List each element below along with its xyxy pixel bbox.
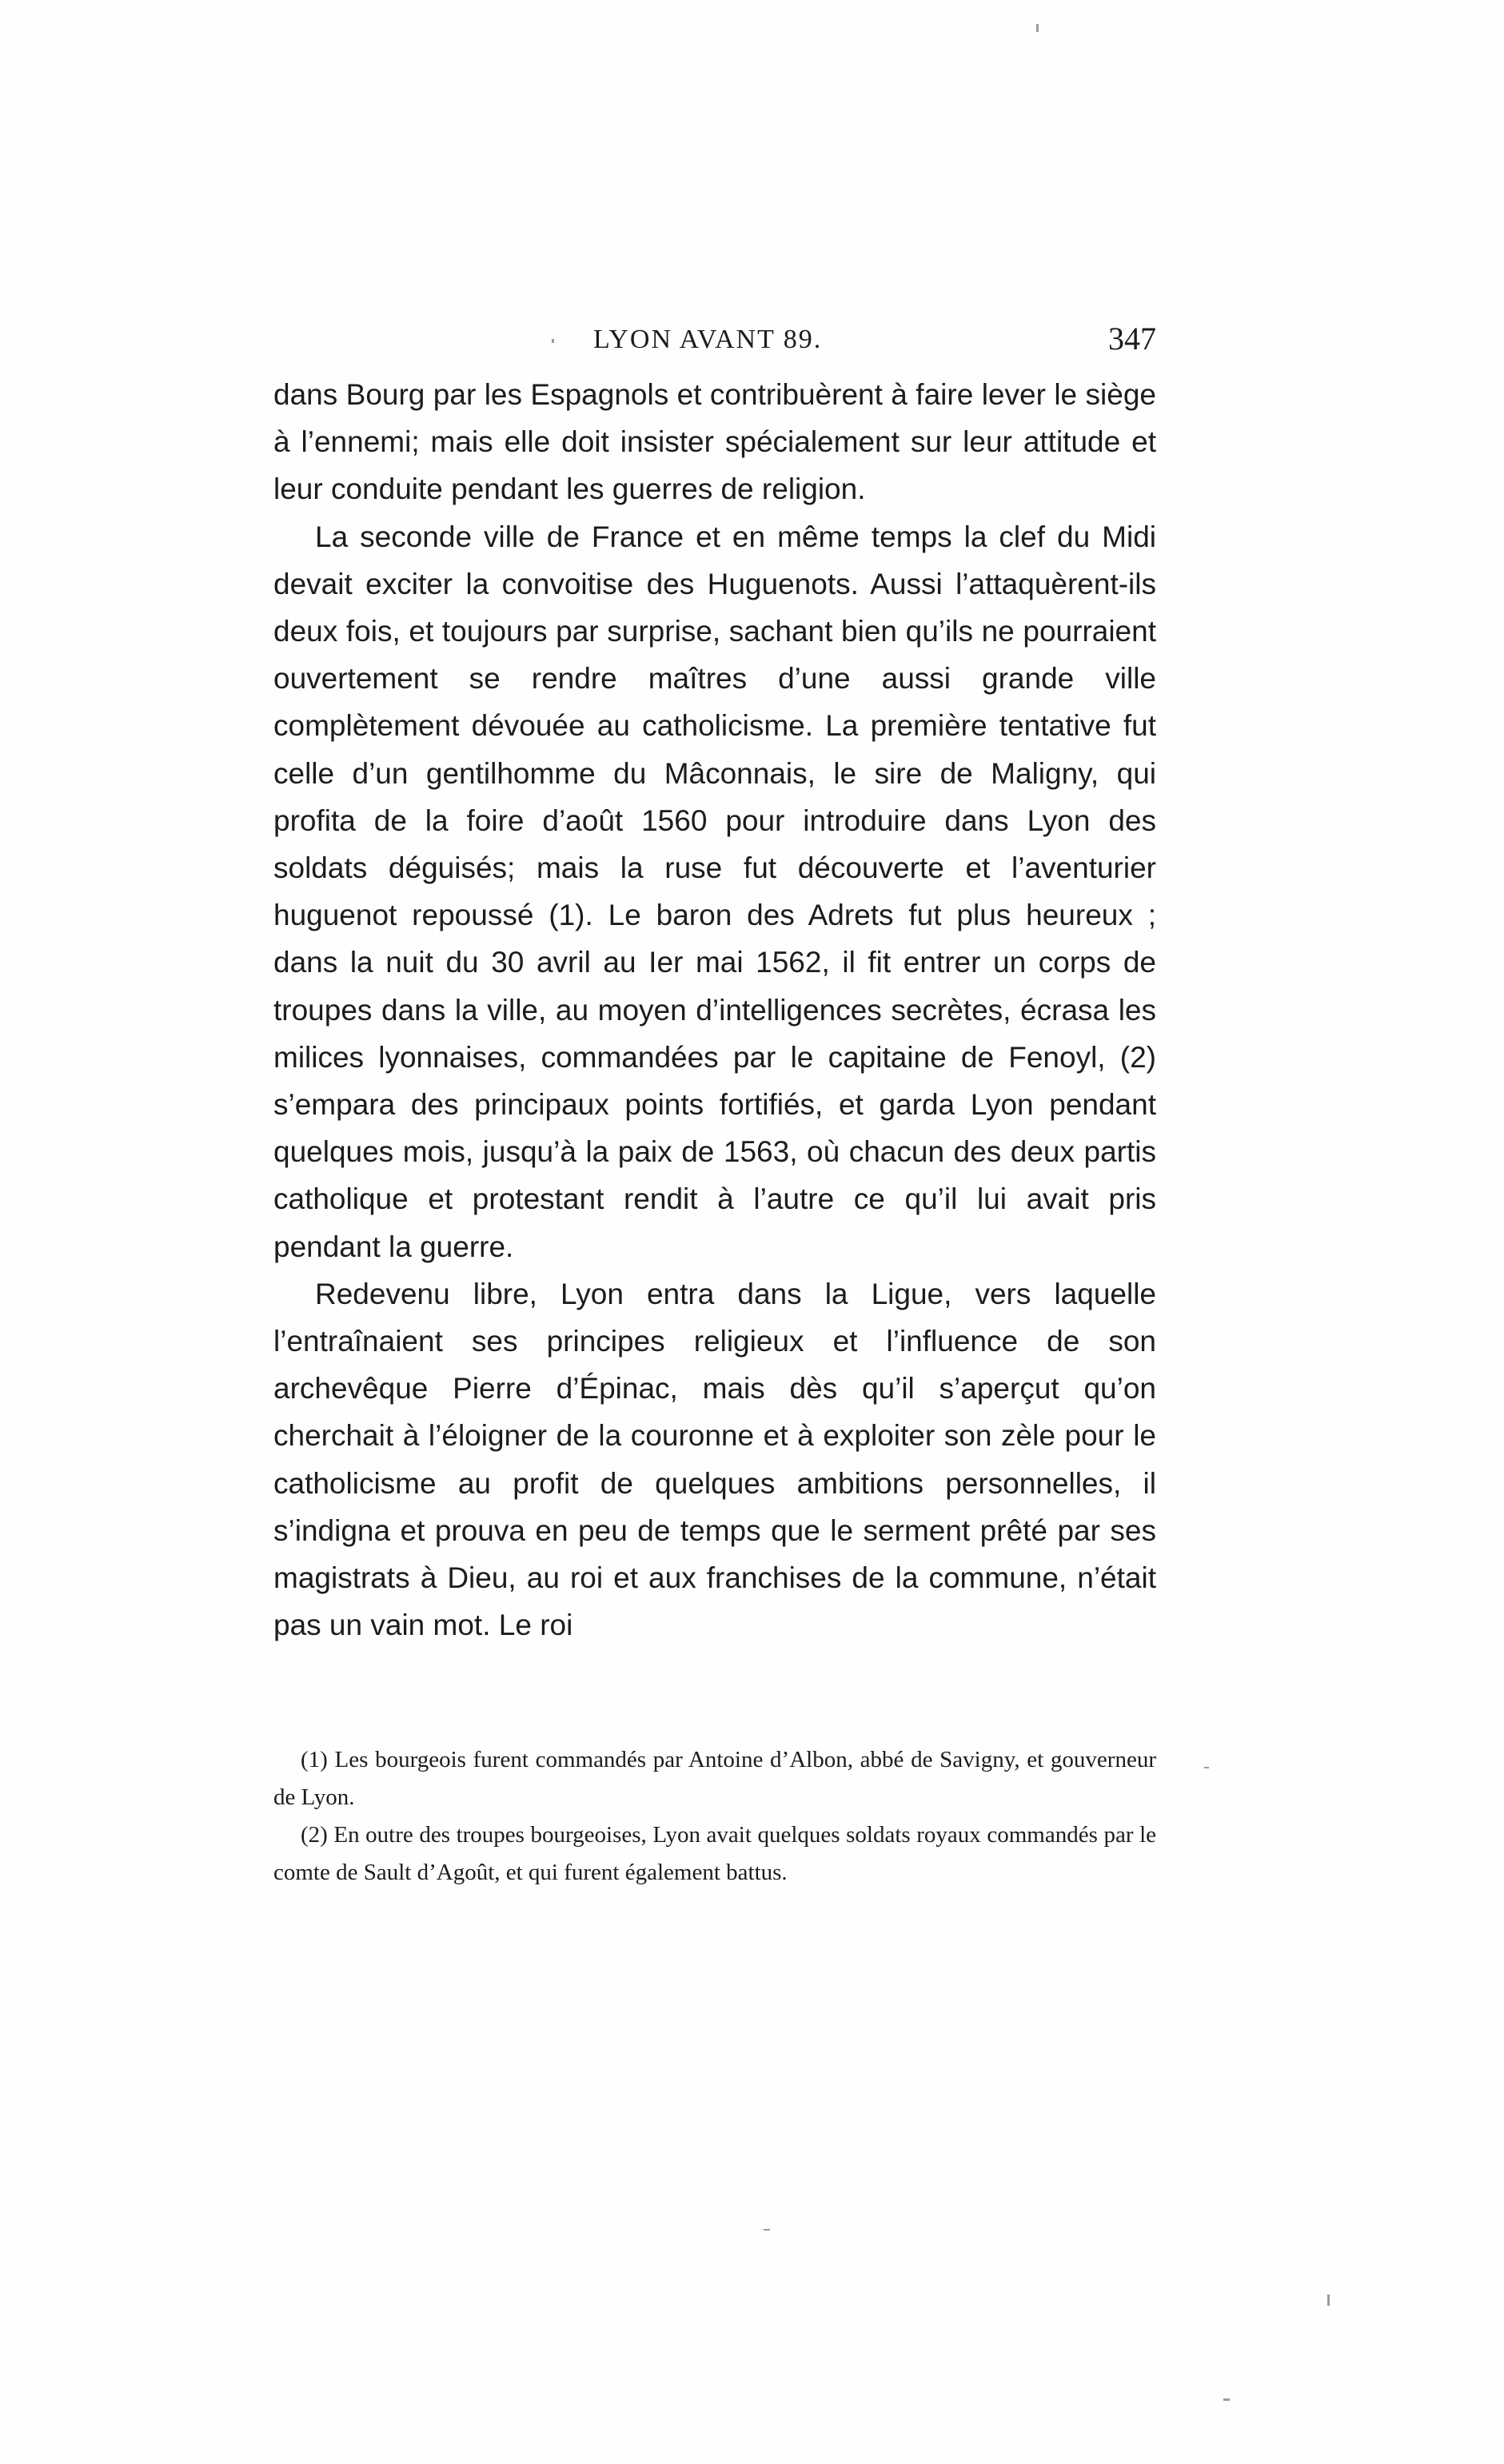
scan-speck: [1036, 24, 1039, 32]
scan-speck: [1223, 2398, 1230, 2401]
footnotes: [273, 1741, 1156, 1892]
page-number: 347: [1108, 321, 1156, 357]
main-text: [273, 371, 1156, 1649]
scan-speck: [764, 2229, 770, 2231]
paragraph: dans Bourg par les Espagnols et contribuèrent à faire lever le siège à l’ennemi; mais elle doit insister spécialement sur leur attitude et leur conduite pendant les guerres de religion.: [273, 378, 1156, 506]
footnote: (1) Les bourgeois furent commandés par Antoine d’Albon, abbé de Savigny, et gouverneur de Lyon.: [273, 1747, 1156, 1810]
paragraph: Redevenu libre, Lyon entra dans la Ligue, vers laquelle l’entraînaient ses principes religieux et l’influence de son archevêque Pierre d’Épinac, mais dès qu’il s’aperçut qu’on cherchait à l’éloigner de la couronne et à exploiter son zèle pour le catholicisme au profit de quelques ambitions personnelles, il s’indigna et prouva en peu de temps que le serment prêté par ses magistrats à Dieu, au roi et aux franchises de la commune, n’était pas un vain mot. Le roi: [273, 1277, 1156, 1642]
running-header: [273, 320, 1156, 368]
running-title: LYON AVANT 89.: [593, 325, 823, 354]
scan-speck: [552, 339, 554, 343]
footnote: (2) En outre des troupes bourgeoises, Lyon avait quelques soldats royaux commandés par le comte de Sault d’Agoût, et qui furent également battus.: [273, 1822, 1156, 1885]
scan-speck: [1204, 1767, 1209, 1768]
scan-speck: [1327, 2295, 1330, 2306]
paragraph: La seconde ville de France et en même temps la clef du Midi devait exciter la convoitise des Huguenots. Aussi l’attaquèrent-ils deux fois, et toujours par surprise, sachant bien qu’ils ne pourraient ouvertement se rendre maîtres d’une aussi grande ville complètement dévouée au catholicisme. La première tentative fut celle d’un gentilhomme du Mâconnais, le sire de Maligny, qui profita de la foire d’août 1560 pour introduire dans Lyon des soldats déguisés; mais la ruse fut découverte et l’aventurier huguenot repoussé (1). Le baron des Adrets fut plus heureux ; dans la nuit du 30 avril au Ier mai 1562, il fit entrer un corps de troupes dans la ville, au moyen d’intelligences secrètes, écrasa les milices lyonnaises, commandées par le capitaine de Fenoyl, (2) s’empara des principaux points fortifiés, et garda Lyon pendant quelques mois, jusqu’à la paix de 1563, où chacun des deux partis catholique et protestant rendit à l’autre ce qu’il lui avait pris pendant la guerre.: [273, 520, 1156, 1263]
